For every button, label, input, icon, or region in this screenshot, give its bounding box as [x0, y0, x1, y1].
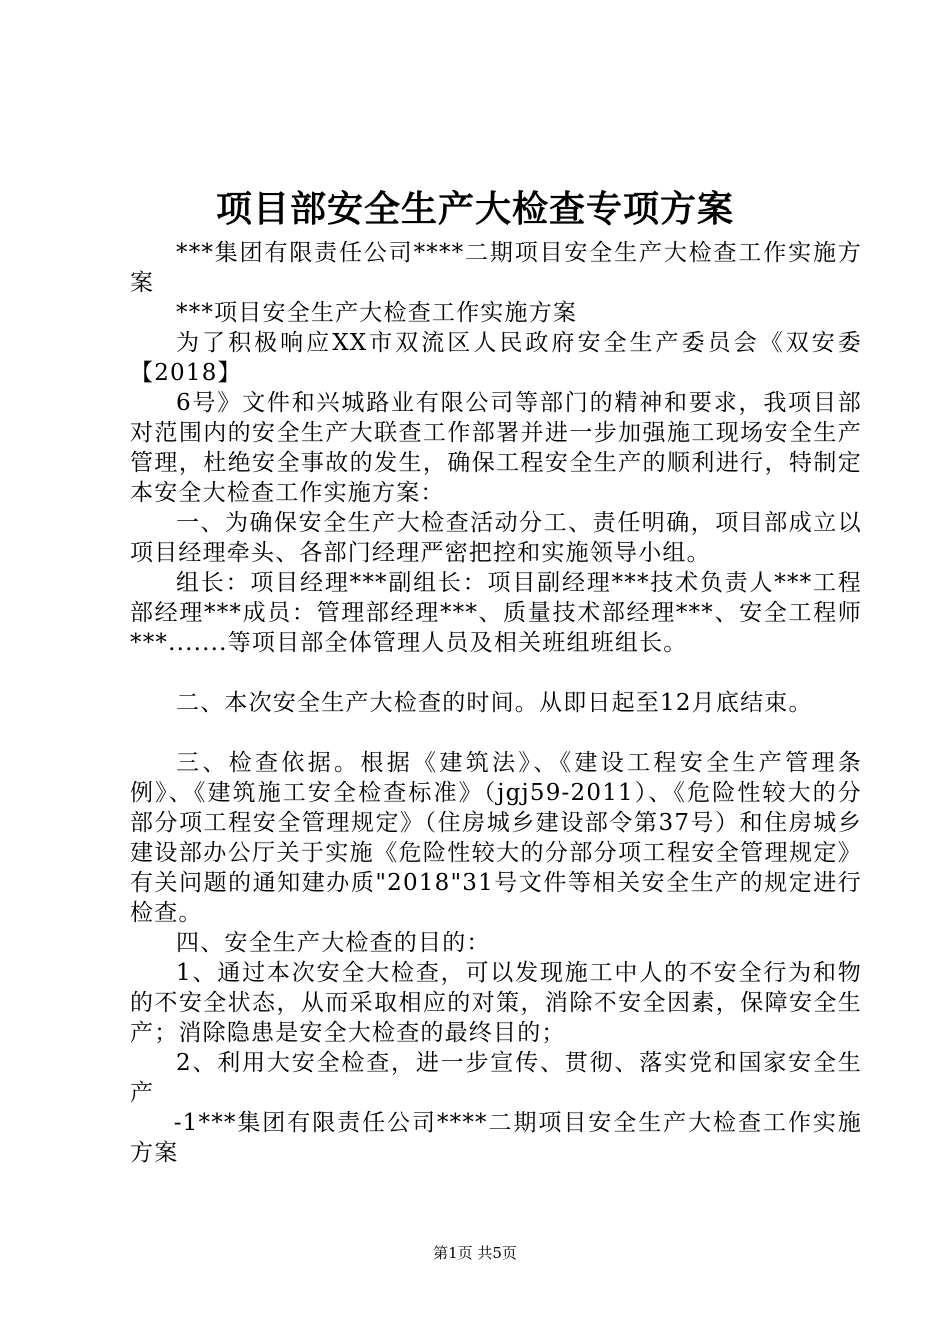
paragraph-purpose-two: 2、利用大安全检查，进一步宣传、贯彻、落实党和国家安全生产	[130, 1050, 862, 1106]
paragraph-document-reference: 6号》文件和兴城路业有限公司等部门的精神和要求，我项目部对范围内的安全生产大联查工作部署并进一步加强施工现场安全生产管理，杜绝安全事故的发生，确保工程安全生产的顺利进行，特制定本安全大检查工作实施方案：	[130, 390, 862, 506]
paragraph-section-one: 一、为确保安全生产大检查活动分工、责任明确，项目部成立以项目经理牵头、各部门经理严密把控和实施领导小组。	[130, 510, 862, 566]
document-body	[130, 238, 862, 1168]
paragraph-page-marker: -1***集团有限责任公司****二期项目安全生产大检查工作实施方案	[130, 1110, 862, 1166]
paragraph-response: 为了积极响应XX市双流区人民政府安全生产委员会《双安委【2018】	[130, 330, 862, 386]
paragraph-project-plan: ***项目安全生产大检查工作实施方案	[176, 300, 578, 326]
paragraph-section-four: 四、安全生产大检查的目的：	[176, 930, 491, 956]
page-number: 第1页 共5页	[433, 1244, 517, 1262]
paragraph-section-two: 二、本次安全生产大检查的时间。从即日起至12月底结束。	[176, 690, 813, 716]
paragraph-section-three: 三、检查依据。根据《建筑法》、《建设工程安全生产管理条例》、《建筑施工安全检查标准》（jgj59-2011）、《危险性较大的分部分项工程安全管理规定》（住房城乡建设部令第37号）和住房城乡建设部办公厅关于实施《危险性较大的分部分项工程安全管理规定》有关问题的通知建办质"2018"31号文件等相关安全生产的规定进行检查。	[130, 750, 862, 926]
paragraph-purpose-one: 1、通过本次安全大检查，可以发现施工中人的不安全行为和物的不安全状态，从而采取相应的对策，消除不安全因素，保障安全生产；消除隐患是安全大检查的最终目的；	[130, 960, 862, 1046]
paragraph-team-members: 组长：项目经理***副组长：项目副经理***技术负责人***工程部经理***成员：管理部经理***、质量技术部经理***、安全工程师***.......等项目部全体管理人员及相关班组班组长。	[130, 570, 862, 656]
document-title: 项目部安全生产大检查专项方案	[215, 188, 734, 230]
paragraph-company-plan: ***集团有限责任公司****二期项目安全生产大检查工作实施方案	[130, 240, 862, 296]
